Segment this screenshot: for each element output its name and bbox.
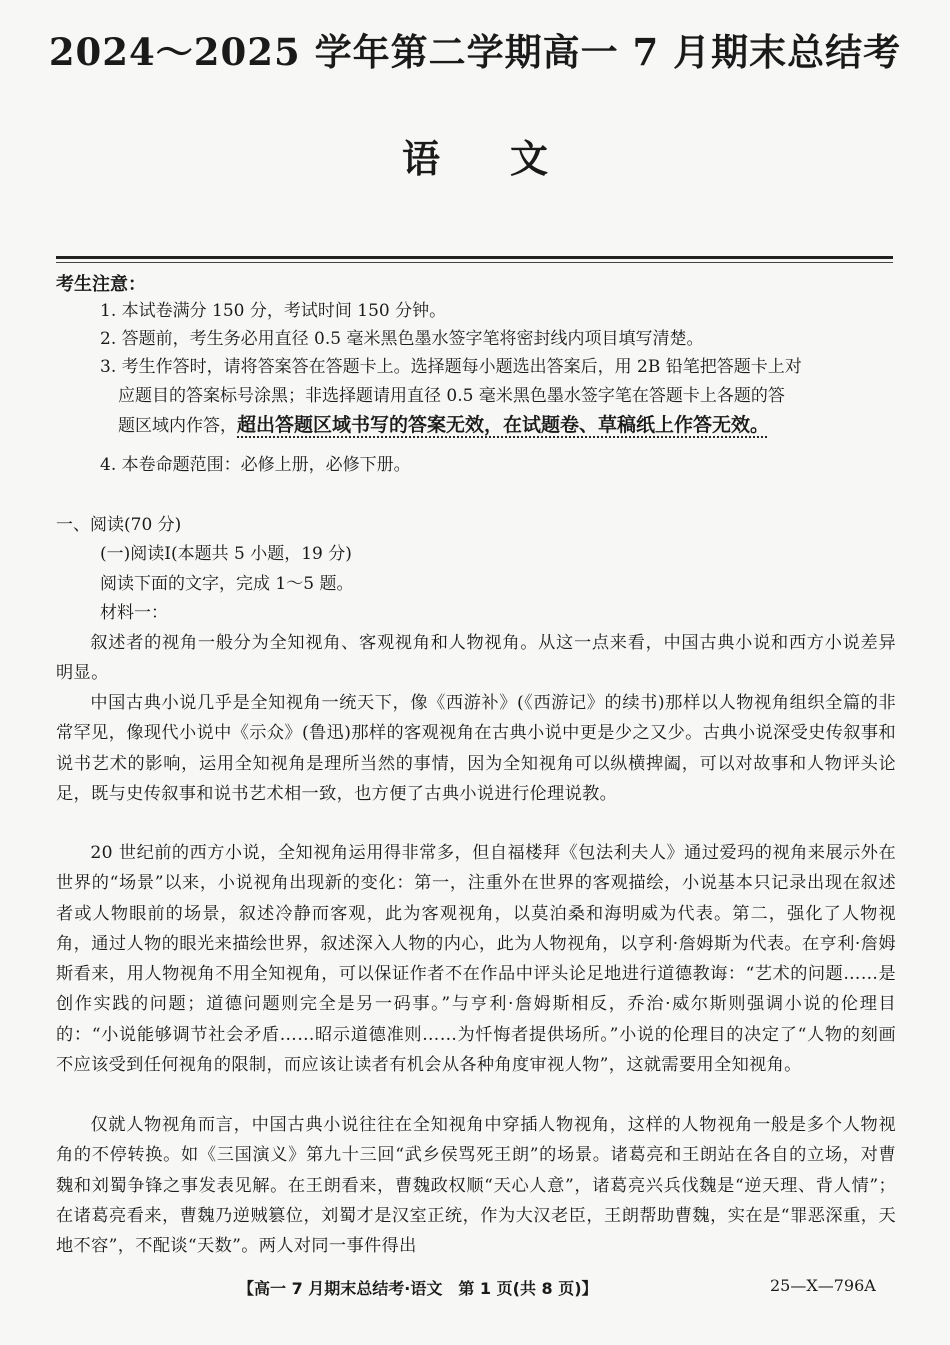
subject-title: 语文 bbox=[401, 136, 618, 181]
divider-thick bbox=[56, 256, 893, 259]
paragraph-2: 中国古典小说几乎是全知视角一统天下，像《西游补》(《西游记》的续书)那样以人物视角组织全篇的非常罕见，像现代小说中《示众》(鲁迅)那样的客观视角在古典小说中更是少之又少。古典小说深受史传叙事和说书艺术的影响，运用全知视角是理所当然的事情，因为全知视角可以纵横捭阖，可以对故事和人物评头论足，既与史传叙事和说书艺术相一致，也方便了古典小说进行伦理说教。 bbox=[56, 693, 896, 804]
footer-code: 25—X—796A bbox=[770, 1276, 876, 1295]
paragraph-1: 叙述者的视角一般分为全知视角、客观视角和人物视角。从这一点来看，中国古典小说和西方小说差异明显。 bbox=[56, 633, 896, 684]
material-label: 材料一： bbox=[100, 603, 168, 623]
divider-thin bbox=[56, 262, 893, 263]
paragraph-4: 仅就人物视角而言，中国古典小说往往在全知视角中穿插人物视角，这样的人物视角一般是多个人物视角的不停转换。如《三国演义》第九十三回“武乡侯骂死王朗”的场景。诸葛亮和王朗站在各自的立场，对曹魏和刘蜀争锋之事发表见解。在王朗看来，曹魏政权顺“天心人意”，诸葛亮兴兵伐魏是“逆天理、背人情”；在诸葛亮看来，曹魏乃逆贼篡位，刘蜀才是汉室正统，作为大汉老臣，王朗帮助曹魏，实在是“罪恶深重，天地不容”，不配谈“天数”。两人对同一事件得出 bbox=[56, 1115, 896, 1257]
notice-item-3-line-1: 3. 考生作答时，请将答案答在答题卡上。选择题每小题选出答案后，用 2B 铅笔把答题卡上对 bbox=[100, 357, 802, 377]
notice-item-1: 1. 本试卷满分 150 分，考试时间 150 分钟。 bbox=[100, 301, 447, 321]
notice-emphasis: 超出答题区域书写的答案无效，在试题卷、草稿纸上作答无效。 bbox=[237, 414, 770, 436]
footer-page-info: 【高一 7 月期末总结考·语文 第 1 页(共 8 页)】 bbox=[238, 1279, 598, 1298]
notice-item-4: 4. 本卷命题范围：必修上册，必修下册。 bbox=[100, 455, 411, 475]
exam-title: 2024～2025 学年第二学期高一 7 月期末总结考 bbox=[48, 30, 902, 74]
sub-section-heading: (一)阅读Ⅰ(本题共 5 小题，19 分) bbox=[100, 544, 352, 564]
notice-item-3-line-3-text: 题区域内作答， bbox=[118, 416, 237, 436]
notice-item-2: 2. 答题前，考生务必用直径 0.5 毫米黑色墨水签字笔将密封线内项目填写清楚。 bbox=[100, 329, 704, 349]
section-heading: 一、阅读(70 分) bbox=[56, 515, 182, 535]
reading-instruction: 阅读下面的文字，完成 1～5 题。 bbox=[100, 574, 354, 594]
notice-item-3-line-3 bbox=[118, 412, 900, 439]
paragraph-3: 20 世纪前的西方小说，全知视角运用得非常多，但自福楼拜《包法利夫人》通过爱玛的视角来展示外在世界的“场景”以来，小说视角出现新的变化：第一，注重外在世界的客观描绘，小说基本只记录出现在叙述者或人物眼前的场景，叙述冷静而客观，此为客观视角，以莫泊桑和海明威为代表。第二，强化了人物视角，通过人物的眼光来描绘世界，叙述深入人物的内心，此为人物视角，以亨利·詹姆斯为代表。在亨利·詹姆斯看来，用人物视角不用全知视角，可以保证作者不在作品中评头论足地进行道德教诲：“艺术的问题……是创作实践的问题；道德问题则完全是另一码事。”与亨利·詹姆斯相反，乔治·威尔斯则强调小说的伦理目的：“小说能够调节社会矛盾……昭示道德准则……为忏悔者提供场所。”小说的伦理目的决定了“人物的刻画不应该受到任何视角的限制，而应该让读者有机会从各种角度审视人物”，这就需要用全知视角。 bbox=[56, 843, 896, 1076]
notice-heading: 考生注意： bbox=[56, 274, 146, 295]
notice-item-3-line-2: 应题目的答案标号涂黑；非选择题请用直径 0.5 毫米黑色墨水签字笔在答题卡上各题的答 bbox=[118, 386, 785, 406]
